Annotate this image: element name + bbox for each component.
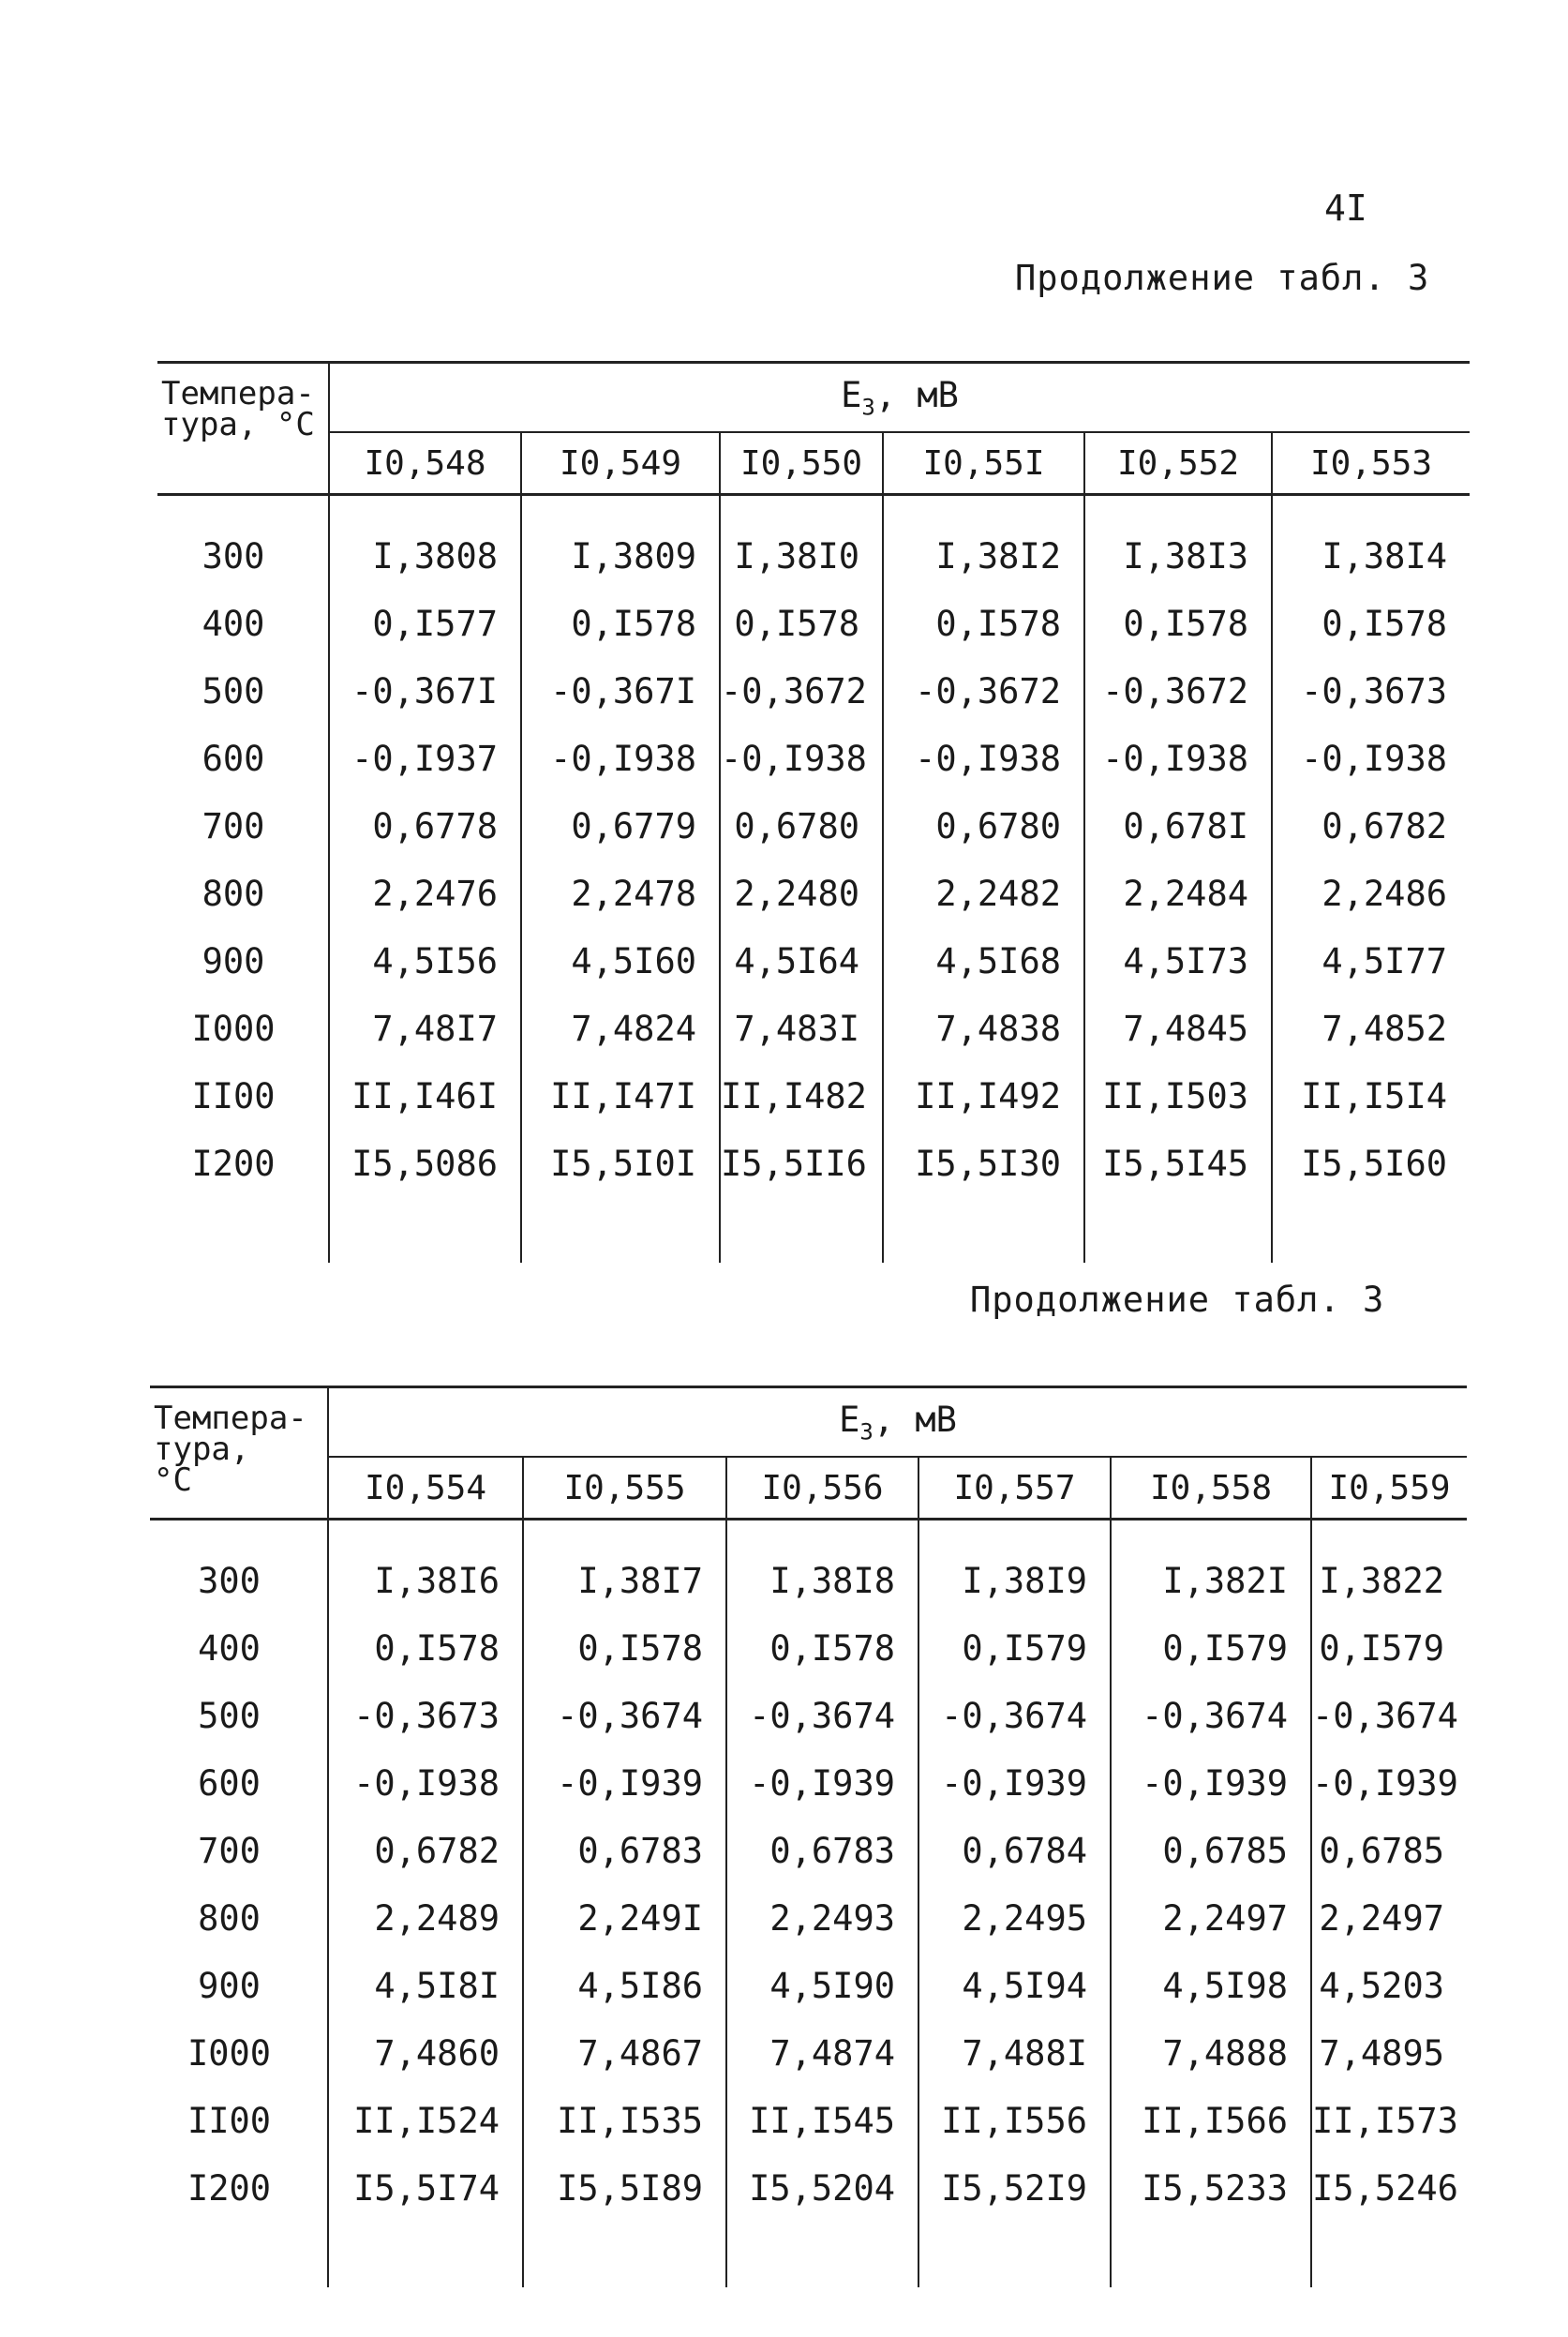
emf-value-cell: 0,I578 [1084, 590, 1272, 657]
table-row [150, 1682, 1467, 1749]
emf-value-cell: -0,I938 [1084, 725, 1272, 792]
emf-value-cell: 0,6779 [521, 792, 720, 860]
table-row [150, 2087, 1467, 2154]
emf-value-cell: I,38I4 [1272, 522, 1470, 590]
table-row [157, 860, 1470, 927]
temperature-cell: 800 [157, 860, 329, 927]
temperature-cell: 800 [150, 1884, 328, 1952]
emf-value-cell: 2,2493 [726, 1884, 918, 1952]
emf-value-cell: 0,I579 [1111, 1614, 1311, 1682]
column-header: I0,553 [1272, 432, 1470, 495]
emf-value-cell: 2,2482 [883, 860, 1084, 927]
column-header-row [150, 1457, 1467, 1520]
emf-value-cell: -0,I937 [329, 725, 521, 792]
temperature-cell: 900 [157, 927, 329, 995]
table-row [150, 1749, 1467, 1817]
emf-value-cell: II,I5I4 [1272, 1062, 1470, 1130]
table-row [157, 657, 1470, 725]
table-row [150, 1952, 1467, 2019]
thermo-emf-table [157, 361, 1470, 1263]
temperature-cell: I000 [157, 995, 329, 1062]
emf-value-cell: 4,5203 [1311, 1952, 1467, 2019]
emf-value-cell: 7,4860 [328, 2019, 523, 2087]
spacer-row [157, 495, 1470, 523]
tail-row [150, 2222, 1467, 2287]
temperature-cell: 900 [150, 1952, 328, 2019]
emf-value-cell: I5,5246 [1311, 2154, 1467, 2222]
temperature-cell: 400 [157, 590, 329, 657]
emf-value-cell: I5,5I89 [523, 2154, 726, 2222]
temperature-cell: II00 [150, 2087, 328, 2154]
emf-value-cell: 0,6782 [1272, 792, 1470, 860]
emf-value-cell: 2,2497 [1111, 1884, 1311, 1952]
column-header: I0,556 [726, 1457, 918, 1520]
emf-value-cell: -0,I938 [521, 725, 720, 792]
emf-value-cell: 0,I578 [523, 1614, 726, 1682]
emf-value-cell: I,3809 [521, 522, 720, 590]
emf-value-cell: 0,6785 [1311, 1817, 1467, 1884]
emf-value-cell: -0,I938 [1272, 725, 1470, 792]
table-caption: Продолжение табл. 3 [970, 1280, 1385, 1320]
emf-value-cell: -0,3673 [1272, 657, 1470, 725]
column-header: I0,549 [521, 432, 720, 495]
table-row [150, 1817, 1467, 1884]
emf-value-cell: I5,5204 [726, 2154, 918, 2222]
temperature-cell: 500 [157, 657, 329, 725]
emf-value-cell: 4,5I64 [720, 927, 883, 995]
emf-value-cell: 0,678I [1084, 792, 1272, 860]
emf-value-cell: 0,I578 [883, 590, 1084, 657]
emf-value-cell: 7,488I [918, 2019, 1111, 2087]
emf-value-cell: 0,6780 [883, 792, 1084, 860]
table-row [157, 995, 1470, 1062]
emf-value-cell: 7,4852 [1272, 995, 1470, 1062]
emf-value-cell: 0,I578 [328, 1614, 523, 1682]
emf-value-cell: 0,6783 [523, 1817, 726, 1884]
temperature-cell: 600 [157, 725, 329, 792]
emf-value-cell: 2,2486 [1272, 860, 1470, 927]
column-header: I0,548 [329, 432, 521, 495]
emf-value-cell: 0,I578 [521, 590, 720, 657]
spacer-row [150, 1520, 1467, 1548]
emf-value-cell: II,I503 [1084, 1062, 1272, 1130]
emf-value-cell: -0,3672 [720, 657, 883, 725]
emf-value-cell: 0,6780 [720, 792, 883, 860]
emf-value-cell: 0,I578 [726, 1614, 918, 1682]
emf-value-cell: -0,I939 [918, 1749, 1111, 1817]
temperature-cell: II00 [157, 1062, 329, 1130]
table-row [157, 1062, 1470, 1130]
emf-value-cell: II,I573 [1311, 2087, 1467, 2154]
emf-value-cell: 7,4845 [1084, 995, 1272, 1062]
emf-value-cell: 0,I578 [1272, 590, 1470, 657]
emf-value-cell: 2,2476 [329, 860, 521, 927]
column-header: I0,554 [328, 1457, 523, 1520]
temperature-cell: 500 [150, 1682, 328, 1749]
table-row [157, 1130, 1470, 1197]
emf-value-cell: 0,I579 [918, 1614, 1111, 1682]
table-row [150, 1614, 1467, 1682]
temperature-header: Темпера- тура, °С [150, 1387, 328, 1520]
emf-header: $E_3$, мВ [329, 363, 1470, 433]
emf-value-cell: II,I482 [720, 1062, 883, 1130]
emf-value-cell: -0,I938 [883, 725, 1084, 792]
table-row [150, 2154, 1467, 2222]
temperature-cell: 400 [150, 1614, 328, 1682]
emf-value-cell: 0,I578 [720, 590, 883, 657]
tail-row [157, 1197, 1470, 1263]
table-caption: Продолжение табл. 3 [1015, 258, 1430, 298]
table-row [157, 725, 1470, 792]
table-row [157, 927, 1470, 995]
emf-value-cell: I,3808 [329, 522, 521, 590]
emf-value-cell: I,38I8 [726, 1547, 918, 1614]
emf-value-cell: II,I47I [521, 1062, 720, 1130]
emf-value-cell: 4,5I98 [1111, 1952, 1311, 2019]
column-header: I0,559 [1311, 1457, 1467, 1520]
thermo-emf-table [150, 1386, 1467, 2287]
temperature-cell: 700 [157, 792, 329, 860]
emf-value-cell: 0,I579 [1311, 1614, 1467, 1682]
emf-value-cell: 4,5I60 [521, 927, 720, 995]
emf-value-cell: -0,3672 [1084, 657, 1272, 725]
table-row [157, 792, 1470, 860]
emf-value-cell: I,38I3 [1084, 522, 1272, 590]
emf-value-cell: II,I524 [328, 2087, 523, 2154]
table-row [150, 1884, 1467, 1952]
emf-value-cell: -0,3674 [1111, 1682, 1311, 1749]
emf-value-cell: II,I46I [329, 1062, 521, 1130]
emf-value-cell: -0,I938 [720, 725, 883, 792]
emf-value-cell: 4,5I56 [329, 927, 521, 995]
emf-value-cell: 2,2478 [521, 860, 720, 927]
temperature-cell: I000 [150, 2019, 328, 2087]
emf-value-cell: I,3822 [1311, 1547, 1467, 1614]
emf-value-cell: -0,367I [329, 657, 521, 725]
emf-value-cell: 4,5I73 [1084, 927, 1272, 995]
column-header-row [157, 432, 1470, 495]
emf-value-cell: -0,3674 [726, 1682, 918, 1749]
emf-value-cell: -0,3674 [1311, 1682, 1467, 1749]
emf-value-cell: II,I492 [883, 1062, 1084, 1130]
column-header: I0,557 [918, 1457, 1111, 1520]
emf-value-cell: 4,5I77 [1272, 927, 1470, 995]
emf-value-cell: I5,5I60 [1272, 1130, 1470, 1197]
emf-value-cell: 0,6778 [329, 792, 521, 860]
emf-value-cell: -0,I939 [1111, 1749, 1311, 1817]
emf-value-cell: -0,I939 [726, 1749, 918, 1817]
emf-value-cell: II,I535 [523, 2087, 726, 2154]
emf-value-cell: 7,48I7 [329, 995, 521, 1062]
emf-value-cell: 7,4888 [1111, 2019, 1311, 2087]
emf-value-cell: I5,5I74 [328, 2154, 523, 2222]
emf-value-cell: -0,I939 [523, 1749, 726, 1817]
emf-value-cell: I5,5I30 [883, 1130, 1084, 1197]
emf-value-cell: I5,5II6 [720, 1130, 883, 1197]
emf-value-cell: 4,5I94 [918, 1952, 1111, 2019]
table-row [150, 1547, 1467, 1614]
emf-value-cell: -0,3674 [523, 1682, 726, 1749]
emf-value-cell: 2,2480 [720, 860, 883, 927]
emf-value-cell: I5,52I9 [918, 2154, 1111, 2222]
table-row [157, 522, 1470, 590]
emf-value-cell: 0,6785 [1111, 1817, 1311, 1884]
emf-value-cell: I,38I7 [523, 1547, 726, 1614]
emf-value-cell: I,38I9 [918, 1547, 1111, 1614]
table-row [150, 2019, 1467, 2087]
temperature-cell: 600 [150, 1749, 328, 1817]
emf-value-cell: 7,483I [720, 995, 883, 1062]
emf-value-cell: 2,2495 [918, 1884, 1111, 1952]
emf-value-cell: 2,2497 [1311, 1884, 1467, 1952]
emf-value-cell: I5,5I0I [521, 1130, 720, 1197]
temperature-cell: 300 [157, 522, 329, 590]
emf-value-cell: I5,5I45 [1084, 1130, 1272, 1197]
emf-value-cell: II,I556 [918, 2087, 1111, 2154]
column-header: I0,555 [523, 1457, 726, 1520]
table-row [157, 590, 1470, 657]
emf-value-cell: 4,5I90 [726, 1952, 918, 2019]
emf-value-cell: -0,367I [521, 657, 720, 725]
emf-value-cell: 4,5I86 [523, 1952, 726, 2019]
emf-value-cell: 0,I577 [329, 590, 521, 657]
column-header: I0,55I [883, 432, 1084, 495]
emf-value-cell: II,I566 [1111, 2087, 1311, 2154]
emf-value-cell: -0,3674 [918, 1682, 1111, 1749]
emf-value-cell: 2,2489 [328, 1884, 523, 1952]
emf-value-cell: -0,I939 [1311, 1749, 1467, 1817]
emf-value-cell: 7,4824 [521, 995, 720, 1062]
temperature-cell: 700 [150, 1817, 328, 1884]
emf-value-cell: 7,4838 [883, 995, 1084, 1062]
emf-value-cell: 7,4874 [726, 2019, 918, 2087]
emf-value-cell: 0,6783 [726, 1817, 918, 1884]
emf-value-cell: 2,2484 [1084, 860, 1272, 927]
emf-value-cell: 7,4895 [1311, 2019, 1467, 2087]
emf-value-cell: I5,5086 [329, 1130, 521, 1197]
temperature-cell: I200 [150, 2154, 328, 2222]
emf-value-cell: I,382I [1111, 1547, 1311, 1614]
emf-value-cell: I5,5233 [1111, 2154, 1311, 2222]
column-header: I0,550 [720, 432, 883, 495]
temperature-header: Темпера- тура, °С [157, 363, 329, 495]
emf-value-cell: 4,5I68 [883, 927, 1084, 995]
temperature-cell: 300 [150, 1547, 328, 1614]
emf-value-cell: 4,5I8I [328, 1952, 523, 2019]
emf-value-cell: I,38I6 [328, 1547, 523, 1614]
emf-value-cell: -0,3672 [883, 657, 1084, 725]
column-header: I0,558 [1111, 1457, 1311, 1520]
emf-value-cell: I,38I0 [720, 522, 883, 590]
page-number: 4I [1324, 187, 1367, 229]
temperature-cell: I200 [157, 1130, 329, 1197]
column-header: I0,552 [1084, 432, 1272, 495]
emf-value-cell: 7,4867 [523, 2019, 726, 2087]
emf-value-cell: -0,I938 [328, 1749, 523, 1817]
emf-value-cell: 0,6782 [328, 1817, 523, 1884]
emf-value-cell: -0,3673 [328, 1682, 523, 1749]
emf-header: $E_3$, мВ [328, 1387, 1467, 1458]
emf-value-cell: II,I545 [726, 2087, 918, 2154]
emf-value-cell: 2,249I [523, 1884, 726, 1952]
emf-value-cell: I,38I2 [883, 522, 1084, 590]
emf-value-cell: 0,6784 [918, 1817, 1111, 1884]
